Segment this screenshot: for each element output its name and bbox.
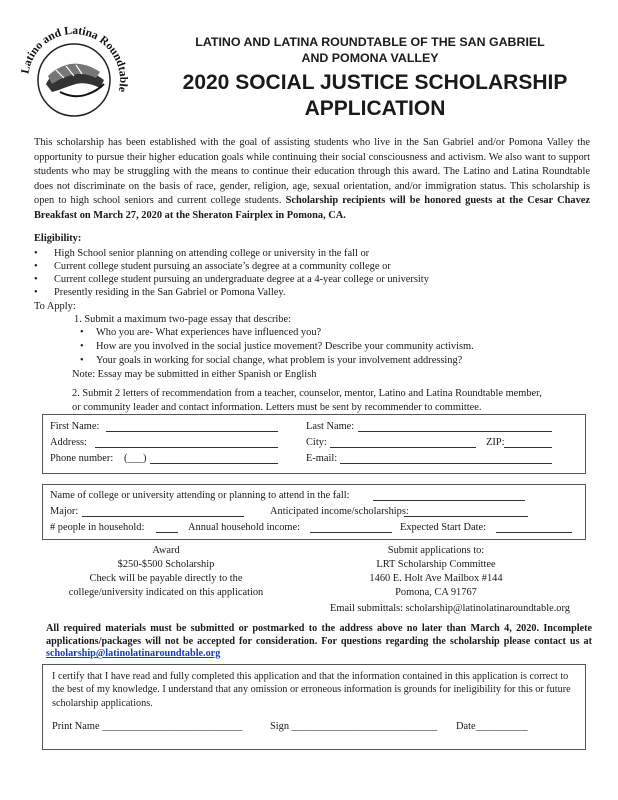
income-scholarships-field[interactable] xyxy=(404,506,528,517)
award-note-line2: college/university indicated on this application xyxy=(68,587,264,598)
apply-step1-item-text: How are you involved in the social justice movement? Describe your community activism. xyxy=(96,341,474,352)
bullet-icon: • xyxy=(34,287,38,298)
phone-field[interactable] xyxy=(150,453,278,464)
phone-area-code: (___) xyxy=(124,453,147,464)
bullet-icon: • xyxy=(34,261,38,272)
last-name-label: Last Name: xyxy=(306,421,355,432)
apply-heading: To Apply: xyxy=(34,301,76,312)
major-field[interactable] xyxy=(82,506,244,517)
print-name-field[interactable]: Print Name ___________________________ xyxy=(52,721,243,732)
start-date-label: Expected Start Date: xyxy=(400,522,486,533)
college-field[interactable] xyxy=(373,490,525,501)
submit-line1: LRT Scholarship Committee xyxy=(376,559,496,570)
apply-step1-item xyxy=(80,354,580,367)
college-label: Name of college or university attending or planning to attend in the fall: xyxy=(50,490,350,501)
certification-text: I certify that I have read and fully completed this application and that the information contained in this application is correct to the best of my knowledge. I understand that any omission or erroneous information is grounds for ineligibility for this or future scholarship applications. xyxy=(52,671,571,709)
eligibility-item xyxy=(34,260,594,273)
household-field[interactable] xyxy=(156,522,178,533)
submit-heading: Submit applications to: xyxy=(387,545,485,556)
address-label: Address: xyxy=(50,437,87,448)
first-name-field[interactable] xyxy=(106,421,278,432)
eligibility-heading: Eligibility: xyxy=(34,233,82,244)
apply-step1-item xyxy=(80,326,580,339)
signature-field[interactable]: Sign ____________________________ xyxy=(270,721,438,732)
submit-line2: 1460 E. Holt Ave Mailbox #144 xyxy=(369,573,503,584)
page-title: 2020 SOCIAL JUSTICE SCHOLARSHIP xyxy=(182,71,568,94)
logo-ring-textpath: Latino and Latina Roundtable xyxy=(19,24,130,94)
apply-step2-line2: or community leader and contact information. Letters must be sent by recommender to committee. xyxy=(72,402,482,413)
first-name-label: First Name: xyxy=(50,421,100,432)
income-scholarships-label: Anticipated income/scholarships: xyxy=(270,506,409,517)
submit-line3: Pomona, CA 91767 xyxy=(395,587,477,598)
apply-step2-line1: 2. Submit 2 letters of recommendation from a teacher, counselor, mentor, Latino and Latina Roundtable member, xyxy=(72,388,542,399)
start-date-field[interactable] xyxy=(496,522,572,533)
award-note-line1: Check will be payable directly to the xyxy=(89,573,243,584)
eligibility-item xyxy=(34,286,594,299)
zip-label: ZIP: xyxy=(486,437,505,448)
bullet-icon: • xyxy=(80,327,84,338)
phone-label: Phone number: xyxy=(50,453,114,464)
zip-field[interactable] xyxy=(504,437,552,448)
eligibility-item-text: Current college student pursuing an undergraduate degree at a 4-year college or university xyxy=(54,274,429,285)
bullet-icon: • xyxy=(34,248,38,259)
scholarship-email-link[interactable]: scholarship@latinolatinaroundtable.org xyxy=(46,648,221,660)
intro-paragraph xyxy=(34,136,590,224)
bullet-icon: • xyxy=(80,355,84,366)
submit-email: Email submittals: scholarship@latinolatinaroundtable.org xyxy=(330,603,570,614)
eligibility-item xyxy=(34,273,594,286)
eligibility-item xyxy=(34,247,594,260)
major-label: Major: xyxy=(50,506,79,517)
last-name-field[interactable] xyxy=(358,421,552,432)
annual-income-label: Annual household income: xyxy=(188,522,300,533)
bullet-icon: • xyxy=(80,341,84,352)
eligibility-item-text: Presently residing in the San Gabriel or Pomona Valley. xyxy=(54,287,286,298)
email-label: E-mail: xyxy=(306,453,338,464)
page-subtitle: APPLICATION xyxy=(304,97,446,120)
date-field[interactable]: Date__________ xyxy=(456,721,528,732)
intro-bold-text: Scholarship recipients will be honored guests at the Cesar Chavez Breakfast on March 27, 2020 at the Sheraton Fairplex in Pomona, CA. xyxy=(34,195,591,221)
bullet-icon: • xyxy=(34,274,38,285)
eligibility-item-text: Current college student pursuing an associate’s degree at a community college or xyxy=(54,261,391,272)
org-name-line2: AND POMONA VALLEY xyxy=(301,51,439,65)
org-name-line1: LATINO AND LATINA ROUNDTABLE OF THE SAN GABRIEL xyxy=(195,35,545,49)
apply-step1-item-text: Your goals in working for social change, what problem is your involvement addressing? xyxy=(96,355,463,366)
city-label: City: xyxy=(306,437,327,448)
roundtable-logo xyxy=(16,22,132,138)
award-heading: Award xyxy=(152,545,180,556)
address-field[interactable] xyxy=(95,437,278,448)
annual-income-field[interactable] xyxy=(310,522,392,533)
apply-step1-item-text: Who you are- What experiences have influenced you? xyxy=(96,327,322,338)
apply-note: Note: Essay may be submitted in either Spanish or English xyxy=(72,369,317,380)
apply-step1-item xyxy=(80,340,580,353)
eligibility-item-text: High School senior planning on attending college or university in the fall or xyxy=(54,248,370,259)
household-label: # people in household: xyxy=(50,522,145,533)
city-field[interactable] xyxy=(330,437,476,448)
award-amount: $250-$500 Scholarship xyxy=(117,559,215,570)
deadline-paragraph xyxy=(46,623,592,661)
deadline-text: All required materials must be submitted or postmarked to the address above no later than March 4, 2020. Incomplete applications/packages will not be accepted for consideration. For questions regarding the scholarship please contact us at xyxy=(46,623,592,647)
email-field[interactable] xyxy=(340,453,552,464)
intro-text: This scholarship has been established with the goal of assisting students who live in the San Gabriel and/or Pomona Valley the opportunity to pursue their higher education goals while continuing their social consciousness and activism. We also want to support students who may be struggling with the means to continue their education through this award. The Latino and Latina Roundtable does not discriminate on the basis of race, gender, religion, age, sexual orientation, and/or immigration status. This scholarship is open to high school seniors and current college students. xyxy=(34,137,590,207)
apply-step1: 1. Submit a maximum two-page essay that describe: xyxy=(74,314,292,325)
